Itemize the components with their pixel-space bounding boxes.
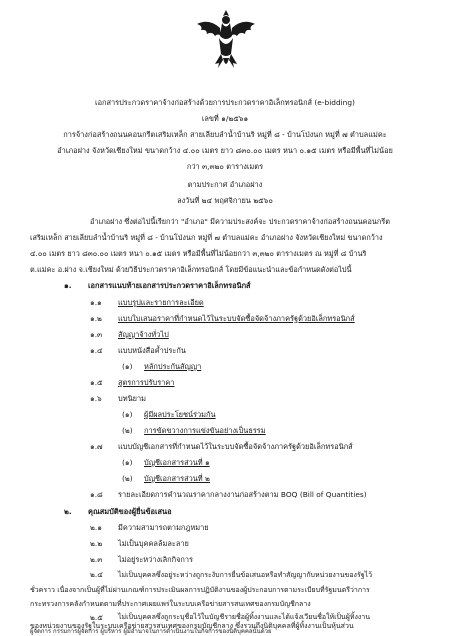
attachment-link[interactable]: บัญชีเอกสารส่วนที่ ๒: [144, 474, 210, 483]
attachment-link[interactable]: บัญชีเอกสารส่วนที่ ๑: [144, 458, 210, 467]
attachment-link[interactable]: การขัดขวางการแข่งขันอย่างเป็นธรรม: [144, 426, 266, 435]
intro-line-4: ต.แม่คะ อ.ฝาง จ.เชียงใหม่ ด้วยวิธีประกวดราคาอิเล็กทรอนิกส์ โดยมีข้อแนะนำและข้อกำหนดดังต่อไปนี้: [30, 265, 352, 274]
clause-2-5-line-3: ผู้จัดการ กรรมการผู้จัดการ ผู้บริหาร ผู้มีอำนาจในการดำเนินงานในกิจการของนิติบุคคลนั้นด้วย: [30, 628, 272, 635]
item-number: (๒): [122, 474, 133, 483]
item-number: ๑.๓: [90, 330, 103, 339]
clause-2-5-line-1: ไม่เป็นบุคคลซึ่งถูกระบุชื่อไว้ในบัญชีรายชื่อผู้ทิ้งงานและได้แจ้งเวียนชื่อให้เป็นผู้ทิ้งงาน: [118, 613, 370, 621]
attachment-link[interactable]: หลักประกันสัญญา: [144, 362, 202, 371]
attachment-link[interactable]: สูตรการปรับราคา: [118, 378, 175, 387]
item-number: ๑.๘: [90, 490, 103, 499]
attachment-link[interactable]: แบบรูปและรายการละเอียด: [118, 298, 204, 307]
item-number: ๑.๒: [90, 314, 102, 323]
section-1-title: เอกสารแนบท้ายเอกสารประกวดราคาอิเล็กทรอนิกส์: [88, 281, 251, 290]
announcer-line: ตามประกาศ อำเภอฝาง: [187, 180, 263, 189]
item-number: (๑): [122, 362, 133, 371]
section-2-number: ๒.: [64, 507, 72, 516]
document-title: เอกสารประกวดราคาจ้างก่อสร้างด้วยการประกวดราคาอิเล็กทรอนิกส์ (e-bidding): [95, 98, 355, 107]
document-number: เลขที่ ๑/๒๕๖๑: [201, 114, 249, 123]
item-number: ๑.๗: [90, 442, 103, 451]
section-2-title: คุณสมบัติของผู้ยื่นข้อเสนอ: [88, 507, 172, 516]
item-number: ๑.๖: [90, 394, 102, 403]
item-text: รายละเอียดการคำนวณราคากลางงานก่อสร้างตาม BOQ (Bill of Quantities): [118, 490, 367, 499]
item-number: ๒.๑: [90, 523, 102, 532]
item-number: ๑.๕: [90, 378, 103, 387]
section-1-number: ๑.: [64, 281, 72, 290]
item-number: ๒.๔: [90, 570, 103, 579]
subject-line-3: กว่า ๓,๓๒๐ ตารางเมตร: [186, 162, 264, 171]
date-line: ลงวันที่ ๒๔ พฤศจิกายน ๒๕๖๐: [177, 196, 273, 205]
attachment-link[interactable]: สัญญาจ้างทั่วไป: [118, 330, 169, 339]
item-number: (๑): [122, 410, 133, 419]
item-text: แบบบัญชีเอกสารที่กำหนดไว้ในระบบจัดซื้อจัดจ้างภาครัฐด้วยอิเล็กทรอนิกส์: [118, 442, 353, 451]
item-text: แบบหนังสือค้ำประกัน: [118, 346, 186, 355]
clause-2-4-line-3: กระทรวงการคลังกำหนดตามที่ประกาศเผยแพร่ในระบบเครือข่ายสารสนเทศของกรมบัญชีกลาง: [30, 600, 311, 608]
item-number: ๑.๔: [90, 346, 103, 355]
clause-2-4-line-2: ชั่วคราว เนื่องจากเป็นผู้ที่ไม่ผ่านเกณฑ์การประเมินผลการปฏิบัติงานของผู้ประกอบการตามระเบียบที่รัฐมนตรีว่าการ: [30, 586, 370, 594]
item-text: ไม่เป็นบุคคลล้มละลาย: [118, 539, 189, 548]
intro-line-1: อำเภอฝาง ซึ่งต่อไปนี้เรียกว่า "อำเภอ" มีความประสงค์จะ ประกวดราคาจ้างก่อสร้างถนนคอนกรีต: [90, 217, 390, 226]
clause-2-5-line-2: ของหน่วยงานของรัฐในระบบเครือข่ายสารสนเทศของกรมบัญชีกลาง ซึ่งรวมถึงนิติบุคคลที่ผู้ทิ้งงานเป็นหุ้นส่วน: [30, 622, 354, 630]
attachment-link[interactable]: แบบใบเสนอราคาที่กำหนดไว้ในระบบจัดซื้อจัดจ้างภาครัฐด้วยอิเล็กทรอนิกส์: [118, 314, 355, 323]
intro-line-2: เสริมเหล็ก สายเลียบลำน้ำบ้านริ หมู่ที่ ๘ - บ้านโป่งนก หมู่ที่ ๗ ตำบลแม่คะ อำเภอฝาง จังหวัดเชียงใหม่ ขนาดกว้าง: [30, 233, 383, 242]
attachment-link[interactable]: ผู้มีผลประโยชน์ร่วมกัน: [144, 410, 216, 419]
item-number: ๒.๒: [90, 539, 103, 548]
item-text: ไม่อยู่ระหว่างเลิกกิจการ: [118, 555, 194, 564]
intro-line-3: ๔.๐๐ เมตร ยาว ๘๓๐.๐๐ เมตร หนา ๐.๑๕ เมตร หรือมีพื้นที่ไม่น้อยกว่า ๓,๓๒๐ ตารางเมตร ณ หมู่ที่ ๘ บ้านริ: [30, 249, 367, 258]
item-number: ๒.๓: [90, 555, 103, 564]
item-number: ๒.๕: [90, 613, 103, 622]
item-text: บทนิยาม: [118, 394, 146, 403]
item-number: (๒): [122, 426, 133, 435]
item-number: ๑.๑: [90, 298, 102, 307]
subject-line-2: อำเภอฝาง จังหวัดเชียงใหม่ ขนาดกว้าง ๔.๐๐ เมตร ยาว ๘๓๐.๐๐ เมตร หนา ๐.๑๕ เมตร หรือมีพื้นที่ไม่น้อย: [57, 146, 393, 155]
clause-2-4-line-1: ไม่เป็นบุคคลซึ่งอยู่ระหว่างถูกระงับการยื่นข้อเสนอหรือทำสัญญากับหน่วยงานของรัฐไว้: [118, 571, 373, 579]
item-number: (๑): [122, 458, 133, 467]
item-text: มีความสามารถตามกฎหมาย: [118, 523, 209, 532]
subject-line-1: การจ้างก่อสร้างถนนคอนกรีตเสริมเหล็ก สายเลียบลำน้ำบ้านริ หมู่ที่ ๘ - บ้านโป่งนก หมู่ที่ ๗ ตำบลแม่คะ: [63, 130, 387, 139]
garuda-emblem-icon: [195, 8, 257, 72]
